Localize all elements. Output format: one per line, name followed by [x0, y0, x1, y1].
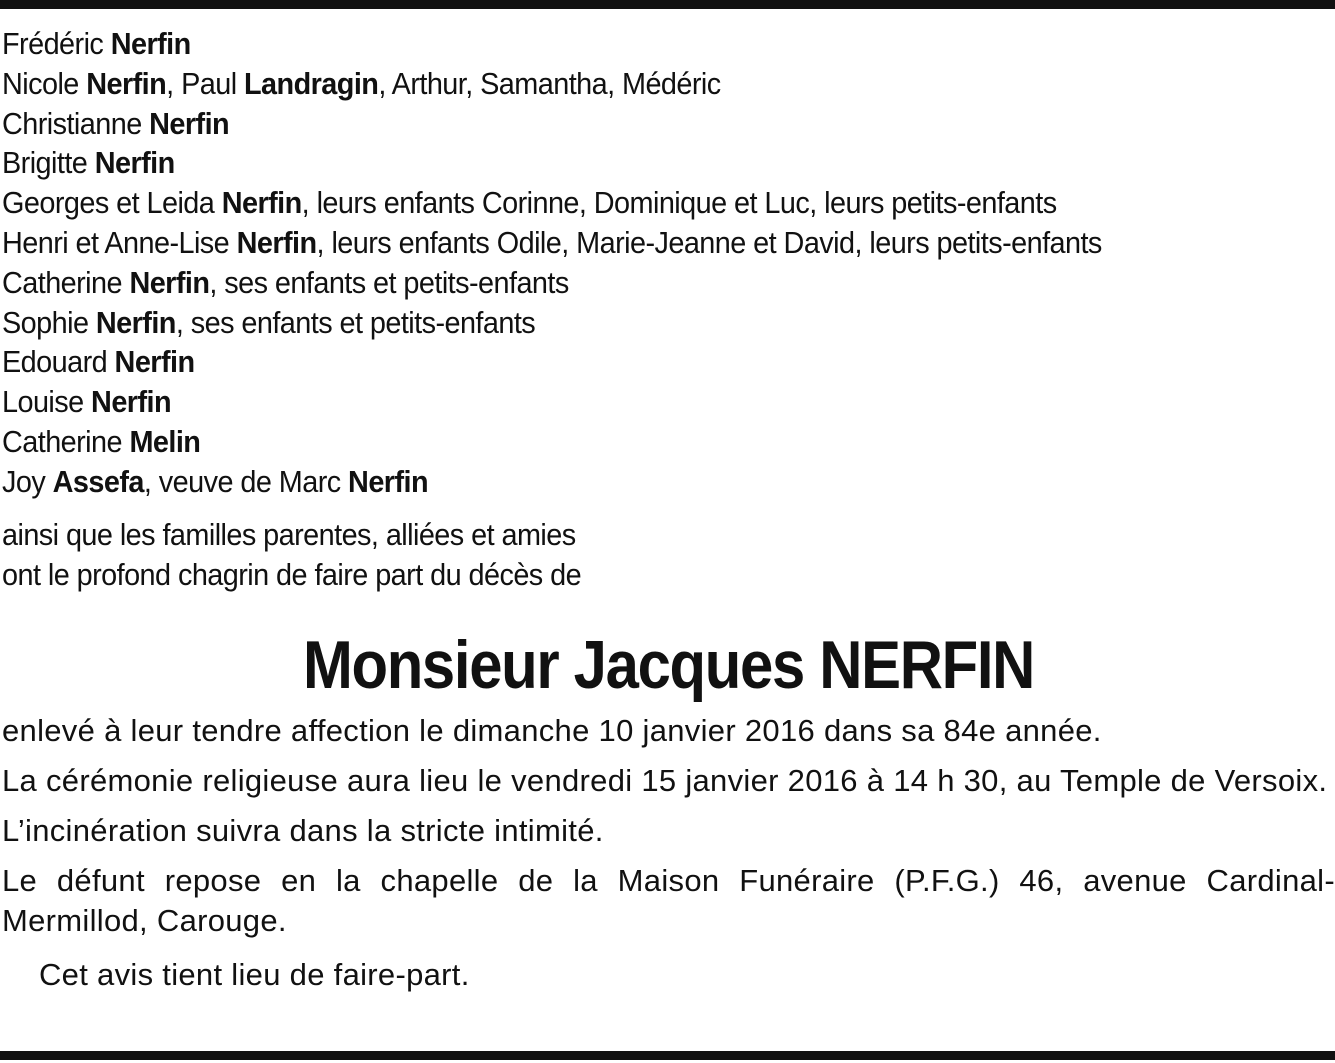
- cremation-info: L’incinération suivra dans la stricte intimité.: [2, 812, 604, 848]
- family-text: , ses enfants et petits-enfants: [209, 264, 569, 300]
- family-surname: Nerfin: [149, 105, 230, 141]
- family-surname: Landragin: [244, 65, 379, 101]
- family-text: Georges et Leida: [2, 185, 222, 221]
- family-line: [2, 24, 1242, 64]
- family-surname: Nerfin: [95, 304, 176, 340]
- family-surname: Nerfin: [221, 185, 302, 221]
- family-text: Frédéric: [2, 26, 111, 61]
- family-surname: Melin: [129, 423, 201, 459]
- closing-note: Cet avis tient lieu de faire-part.: [39, 956, 470, 992]
- family-text: Sophie: [2, 304, 96, 340]
- family-text: , Arthur, Samantha, Médéric: [378, 65, 721, 101]
- family-line: [2, 303, 1242, 343]
- family-text: Christianne: [2, 105, 150, 141]
- family-line: [2, 263, 1242, 303]
- ceremony-info: La cérémonie religieuse aura lieu le vendredi 15 janvier 2016 à 14 h 30, au Temple de Versoix.: [2, 762, 1328, 798]
- family-list: [2, 24, 1335, 502]
- family-text: Joy: [2, 463, 53, 499]
- family-text: , Paul: [166, 65, 245, 101]
- death-announcement: enlevé à leur tendre affection le dimanche 10 janvier 2016 dans sa 84e année.: [2, 712, 1102, 748]
- family-line: [2, 342, 1242, 382]
- family-surname: Nerfin: [236, 224, 317, 260]
- bottom-rule: [0, 1051, 1335, 1060]
- intro-line: ainsi que les familles parentes, alliées et amies: [2, 516, 576, 552]
- family-line: [2, 183, 1242, 223]
- family-line: [2, 64, 1242, 104]
- family-text: Louise: [2, 384, 92, 420]
- family-text: , veuve de Marc: [143, 463, 349, 499]
- rest-place-info: Le défunt repose en la chapelle de la Maison Funéraire (P.F.G.) 46, avenue Cardinal-Mermillod, Carouge.: [2, 862, 1335, 938]
- family-surname: Assefa: [52, 463, 144, 499]
- family-text: Brigitte: [2, 145, 95, 181]
- family-text: Catherine: [2, 264, 130, 300]
- family-line: [2, 382, 1242, 422]
- family-text: , leurs enfants Corinne, Dominique et Luc, leurs petits-enfants: [301, 185, 1057, 221]
- intro-line: ont le profond chagrin de faire part du décès de: [2, 556, 582, 592]
- family-surname: Nerfin: [110, 26, 191, 61]
- family-text: Edouard: [2, 344, 115, 380]
- family-text: Nicole: [2, 65, 87, 101]
- family-text: , ses enfants et petits-enfants: [175, 304, 536, 340]
- intro-text: [2, 515, 1242, 595]
- deceased-name: Monsieur Jacques NERFIN: [302, 626, 1035, 703]
- family-line: [2, 143, 1242, 183]
- family-text: Catherine: [2, 423, 130, 459]
- family-surname: Nerfin: [86, 65, 167, 101]
- family-text: Henri et Anne-Lise: [2, 224, 237, 260]
- family-surname: Nerfin: [114, 344, 195, 380]
- family-line: [2, 422, 1242, 462]
- obituary-notice: [2, 24, 1335, 995]
- top-rule: [0, 0, 1335, 9]
- family-surname: Nerfin: [91, 384, 172, 420]
- family-surname: Nerfin: [94, 145, 175, 181]
- family-surname: Nerfin: [129, 264, 210, 300]
- family-surname: Nerfin: [348, 463, 429, 499]
- family-line: [2, 104, 1242, 144]
- family-line: [2, 462, 1242, 502]
- family-line: [2, 223, 1242, 263]
- family-text: , leurs enfants Odile, Marie-Jeanne et David, leurs petits-enfants: [316, 224, 1102, 260]
